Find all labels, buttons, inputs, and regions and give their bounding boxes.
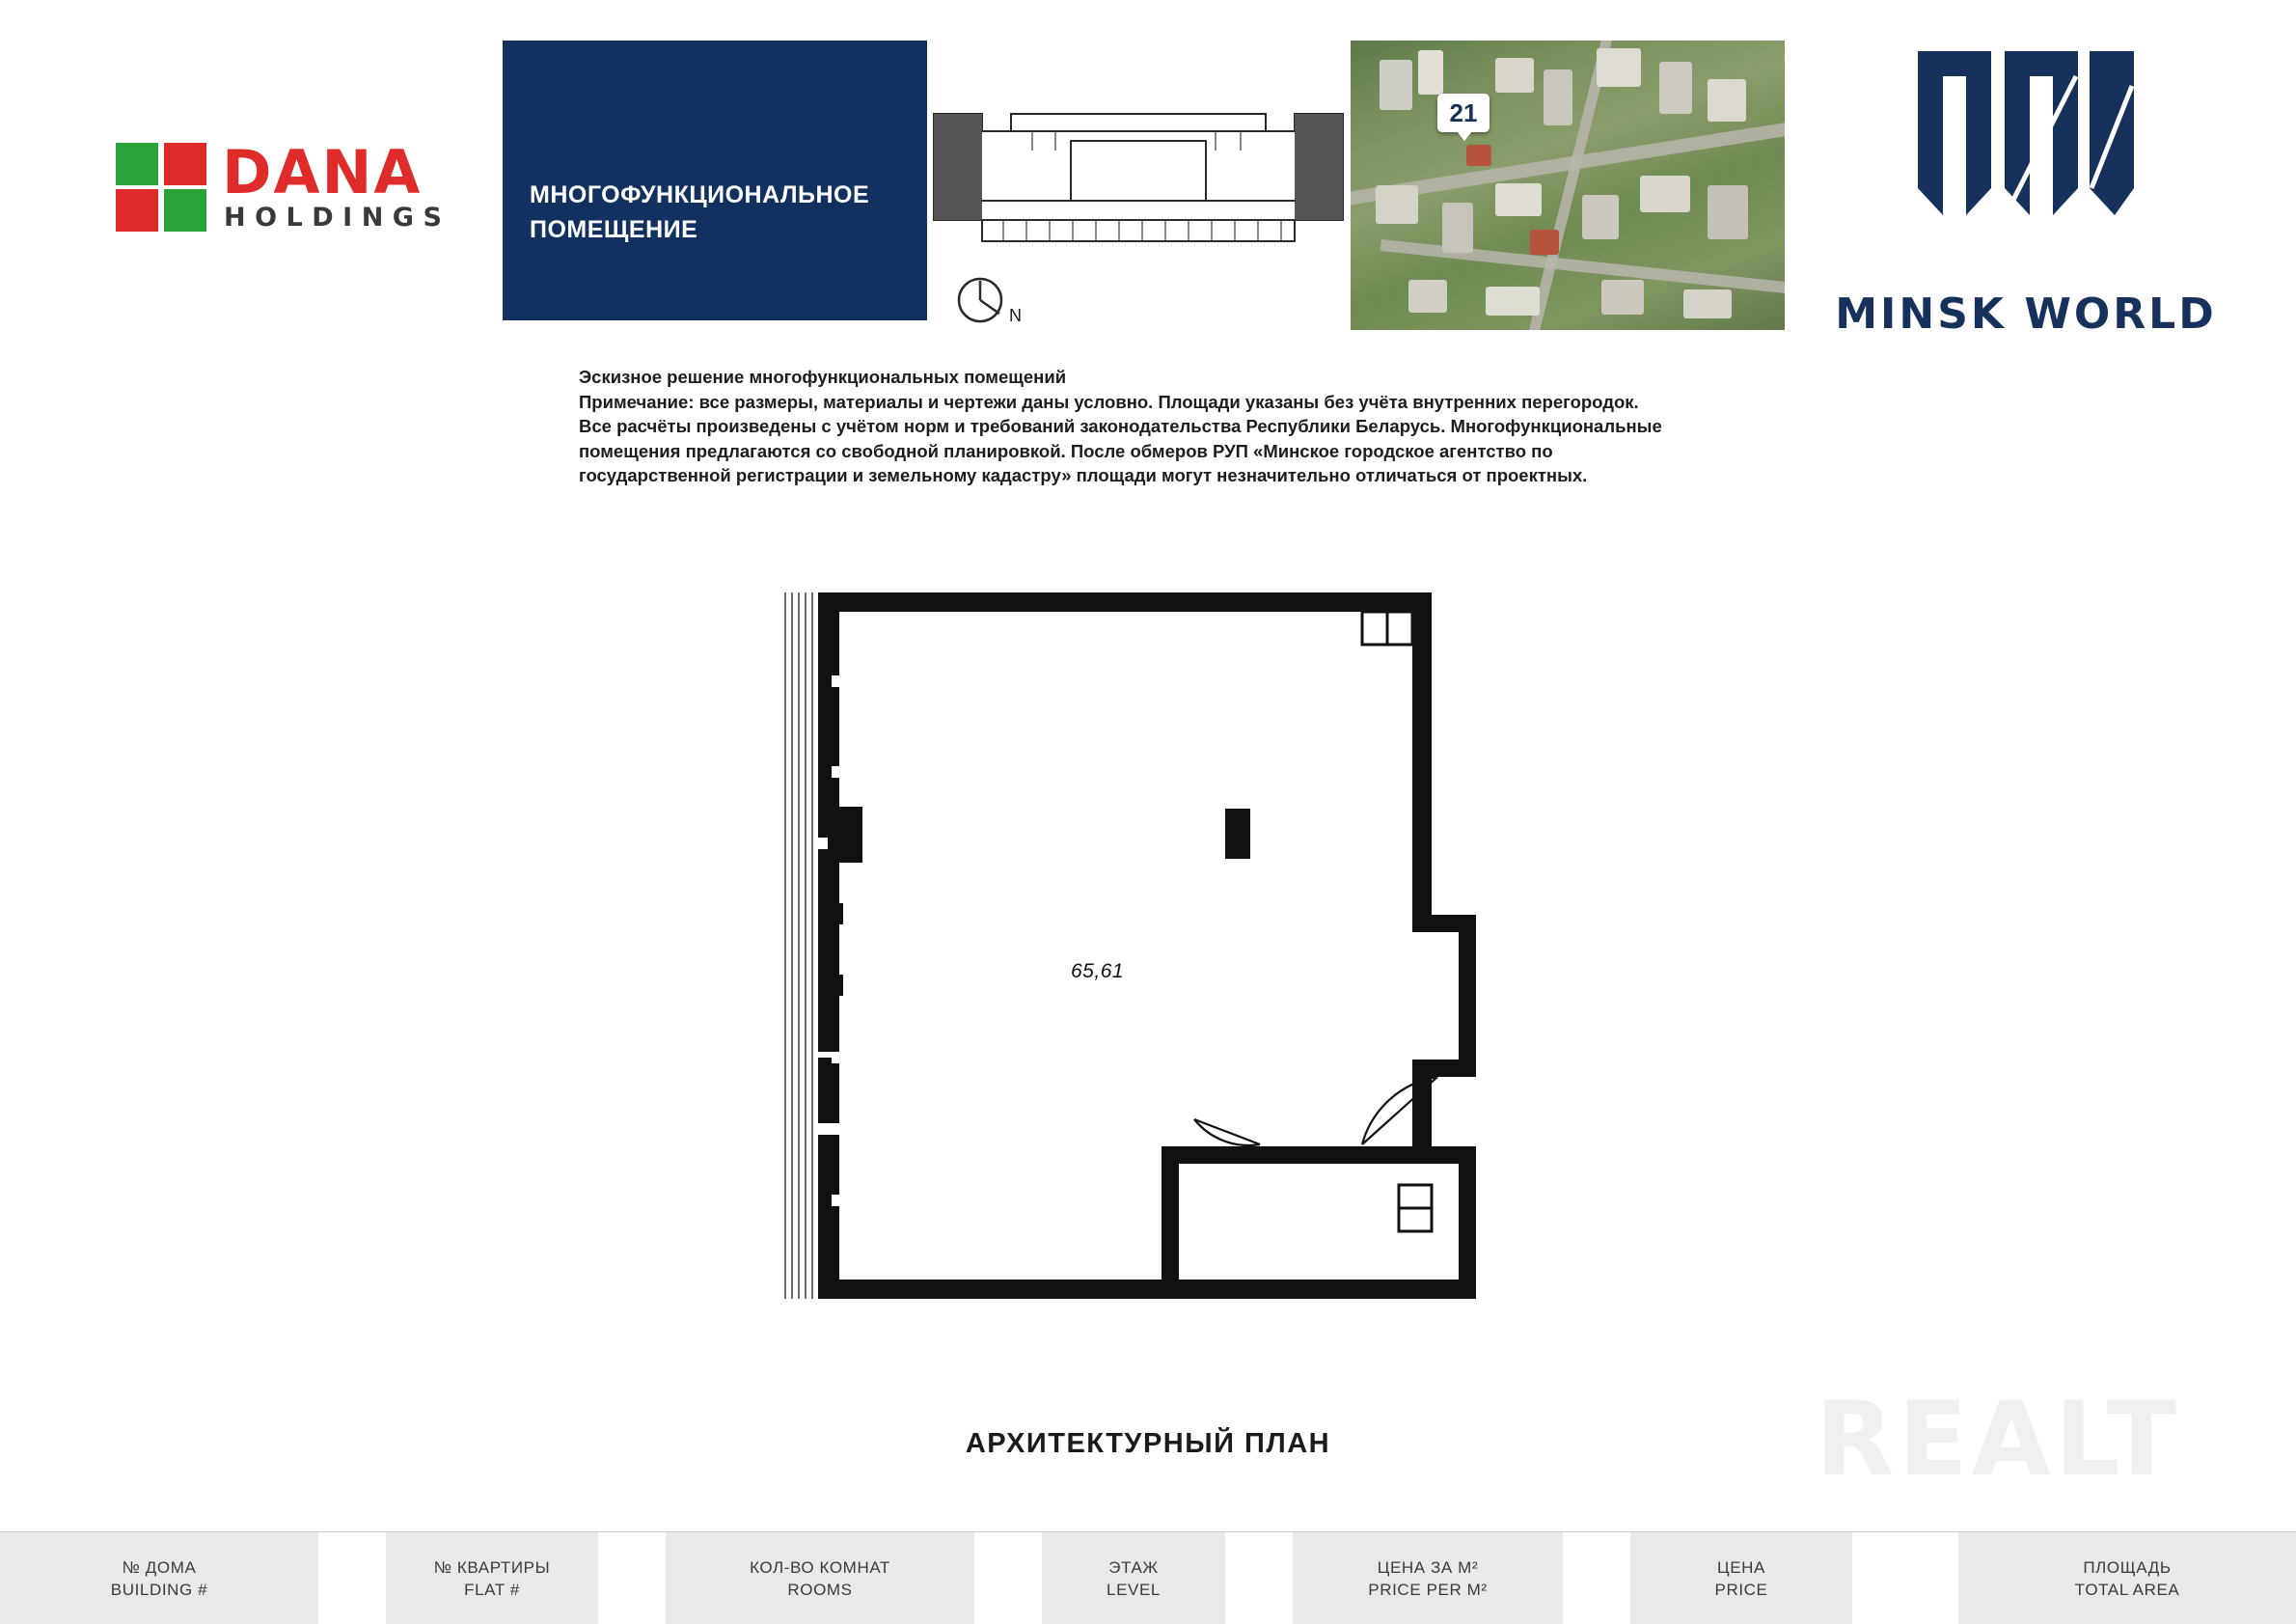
aerial-district-photo (1351, 41, 1785, 330)
dana-subtitle: HOLDINGS (224, 203, 451, 233)
notes-line-2: Примечание: все размеры, материалы и чертежи даны условно. Площади указаны без учёта внутренних перегородок. (579, 391, 1639, 412)
footer-cell-level-value (1225, 1532, 1293, 1624)
footer-cell-building-value (318, 1532, 386, 1624)
footer-label-ru: ПЛОЩАДЬ (2083, 1557, 2172, 1577)
plan-caption: АРХИТЕКТУРНЫЙ ПЛАН (965, 1428, 1331, 1459)
footer-label-en: BUILDING # (110, 1580, 208, 1599)
notes-block (579, 365, 1794, 488)
footer-cell-rooms-value (974, 1532, 1042, 1624)
notes-line-4: помещения предлагаются со свободной планировкой. После обмеров РУП «Минское городское агентство по (579, 440, 1553, 461)
minsk-world-wordmark: MINSK WORLD (1835, 289, 2217, 339)
building-key-plan (926, 106, 1351, 256)
svg-text:N: N (1009, 306, 1022, 325)
footer-spec-table (0, 1531, 2296, 1624)
footer-cell-price (1630, 1532, 1852, 1624)
footer-cell-flat-value (598, 1532, 666, 1624)
footer-label-ru: ЦЕНА ЗА М² (1377, 1557, 1479, 1577)
apartment-floor-plan (772, 579, 1544, 1312)
footer-label-en: ROOMS (787, 1580, 853, 1599)
footer-cell-price-value (1852, 1532, 1958, 1624)
footer-cell-price-per-m2 (1293, 1532, 1563, 1624)
title-block-text (530, 178, 916, 247)
footer-label-en: PRICE (1714, 1580, 1768, 1599)
dana-holdings-logo (116, 135, 463, 241)
footer-label-ru: ЭТАЖ (1108, 1557, 1159, 1577)
footer-cell-price-per-m2-value (1563, 1532, 1630, 1624)
compass-icon (955, 275, 1042, 328)
title-block (503, 41, 927, 320)
notes-line-3: Все расчёты произведены с учётом норм и требований законодательства Республики Беларусь. Многофункциональные (579, 416, 1662, 436)
title-line-1: МНОГОФУНКЦИОНАЛЬНОЕ (530, 181, 870, 208)
footer-cell-building (0, 1532, 318, 1624)
minsk-world-mark-icon (1910, 43, 2142, 227)
footer-label-en: FLAT # (464, 1580, 520, 1599)
realt-watermark: REALT (1815, 1380, 2180, 1499)
dana-squares-icon (116, 143, 212, 232)
area-value-label: 65,61 (1071, 960, 1125, 982)
footer-label-ru: № ДОМА (122, 1557, 197, 1577)
footer-label-ru: ЦЕНА (1717, 1557, 1765, 1577)
dana-wordmark: DANA (222, 137, 423, 207)
footer-cell-rooms (666, 1532, 974, 1624)
footer-label-ru: КОЛ-ВО КОМНАТ (750, 1557, 890, 1577)
title-line-2: ПОМЕЩЕНИЕ (530, 216, 698, 243)
footer-label-en: PRICE PER M² (1368, 1580, 1488, 1599)
notes-line-5: государственной регистрации и земельному кадастру» площади могут незначительно отличаться от проектных. (579, 465, 1588, 485)
minsk-world-logo (1833, 43, 2219, 339)
footer-cell-flat (386, 1532, 598, 1624)
header (0, 0, 2296, 338)
footer-label-en: LEVEL (1107, 1580, 1161, 1599)
notes-line-1: Эскизное решение многофункциональных помещений (579, 367, 1067, 387)
footer-cell-level (1042, 1532, 1225, 1624)
building-number-marker: 21 (1437, 94, 1490, 132)
footer-label-ru: № КВАРТИРЫ (433, 1557, 551, 1577)
footer-label-en: TOTAL AREA (2074, 1580, 2180, 1599)
footer-cell-total-area (1958, 1532, 2296, 1624)
